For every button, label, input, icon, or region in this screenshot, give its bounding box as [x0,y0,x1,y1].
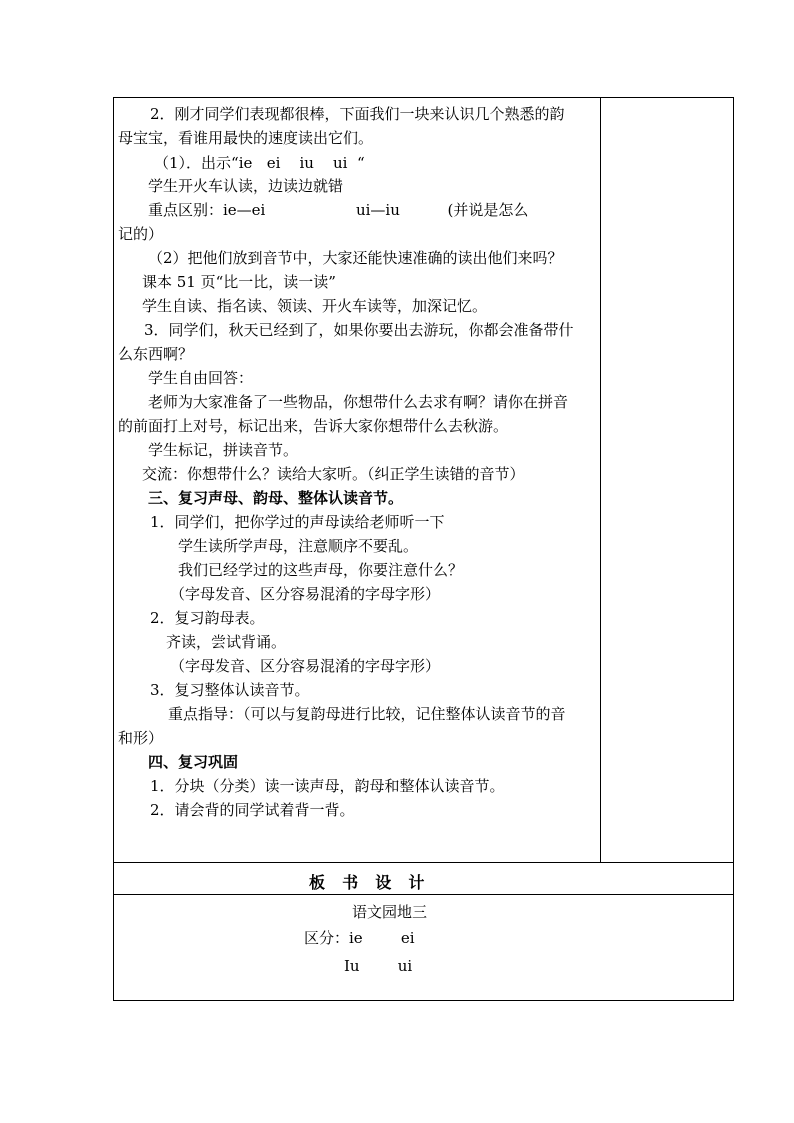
lesson-line: （2）把他们放到音节中，大家还能快速准确的读出他们来吗？ [148,249,563,267]
lesson-line: 学生读所学声母，注意顺序不要乱。 [178,537,419,555]
lesson-line: （字母发音、区分容易混淆的字母字形） [170,657,441,675]
lesson-line: 我们已经学过的这些声母，你要注意什么？ [178,561,464,579]
lesson-line: 1．同学们，把你学过的声母读给老师听一下 [150,513,445,531]
lesson-line: 2．请会背的同学试着背一背。 [150,801,355,819]
lesson-line: 3．复习整体认读音节。 [150,681,310,699]
lesson-line: 学生自由回答： [148,369,254,387]
lesson-line: 齐读，尝试背诵。 [166,633,287,651]
board-design-heading: 板 书 设 计 [309,873,427,892]
lesson-line: 学生自读、指名读、领读、开火车读等，加深记忆。 [142,297,488,315]
lesson-line: 学生开火车认读，边读边就错 [148,177,344,195]
lesson-line: 么东西啊？ [118,345,194,363]
lesson-line: 重点区别：ie—ei ui—iu (并说是怎么 [148,201,529,219]
section-heading: 三、复习声母、韵母、整体认读音节。 [148,489,404,507]
lesson-line: 重点指导：（可以与复韵母进行比较，记住整体认读音节的音 [168,705,566,723]
lesson-line: 2．复习韵母表。 [150,609,265,627]
lesson-line: （字母发音、区分容易混淆的字母字形） [170,585,441,603]
lesson-line: 课本 51 页“比一比，读一读” [142,273,336,291]
lesson-line: 老师为大家准备了一些物品，你想带什么去求有啊？请你在拼音 [148,393,569,411]
board-line-2: Iu ui [344,957,413,975]
lesson-line: 2．刚才同学们表现都很棒，下面我们一块来认识几个熟悉的韵 [150,105,565,123]
lesson-line: 记的） [118,225,164,243]
lesson-line: 交流：你想带什么？读给大家听。（纠正学生读错的音节） [142,465,525,483]
board-line-1: 区分：ie ei [304,929,415,947]
lesson-line: 母宝宝，看谁用最快的速度读出它们。 [118,129,374,147]
lesson-line: 3．同学们，秋天已经到了，如果你要出去游玩，你都会准备带什 [144,321,574,339]
column-divider [600,98,601,862]
row-divider-1 [114,862,733,863]
lesson-line: 学生标记，拼读音节。 [148,441,299,459]
lesson-content [114,98,600,862]
lesson-line: 和形） [118,729,164,747]
lesson-table [113,97,734,1001]
lesson-line: （1）．出示“ie ei iu ui “ [154,154,365,172]
board-title: 语文园地三 [352,903,428,921]
section-heading: 四、复习巩固 [148,753,239,771]
lesson-line: 1．分块（分类）读一读声母，韵母和整体认读音节。 [150,777,505,795]
row-divider-2 [114,894,733,895]
lesson-line: 的前面打上对号，标记出来，告诉大家你想带什么去秋游。 [118,417,509,435]
